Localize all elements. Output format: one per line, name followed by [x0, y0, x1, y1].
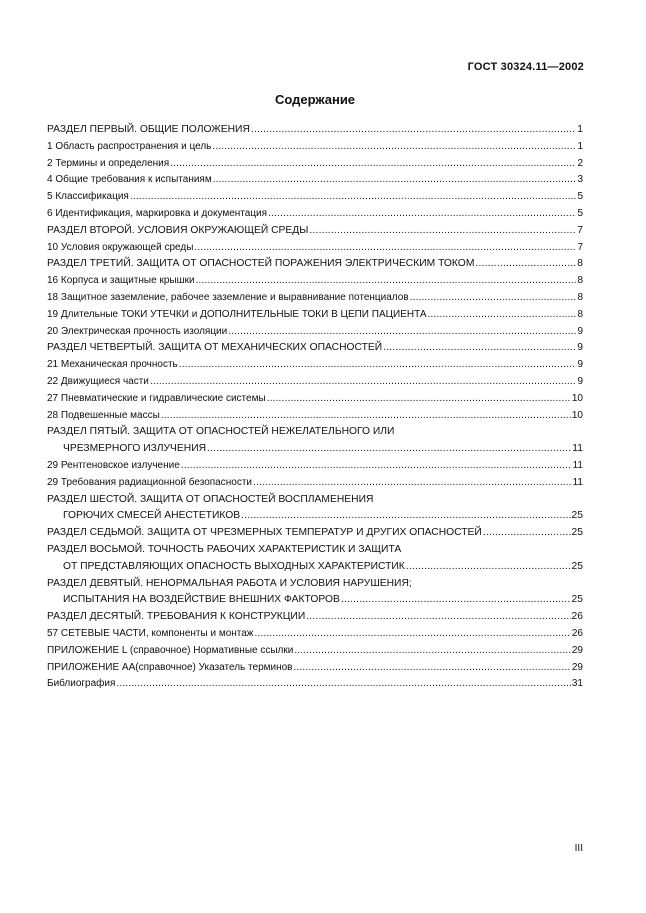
toc-page-number: 11	[572, 476, 583, 488]
toc-dot-leader	[306, 609, 570, 626]
toc-entry-line	[47, 156, 583, 173]
toc-dot-leader	[212, 139, 576, 156]
toc-page-number: 7	[577, 241, 583, 253]
toc-dot-leader	[213, 172, 577, 189]
toc-entry-label: 27 Пневматические и гидравлические системы	[47, 392, 266, 404]
toc-entry-label: РАЗДЕЛ ДЕСЯТЫЙ. ТРЕБОВАНИЯ К КОНСТРУКЦИИ	[47, 611, 306, 623]
toc-entry	[47, 273, 583, 290]
toc-entry-line	[47, 122, 583, 139]
toc-page-number: 25	[571, 527, 583, 539]
toc-entry-line	[47, 643, 583, 660]
toc-section-entry	[47, 609, 583, 626]
toc-entry-label: ИСПЫТАНИЯ НА ВОЗДЕЙСТВИЕ ВНЕШНИХ ФАКТОРОВ	[63, 594, 340, 606]
toc-entry	[47, 290, 583, 307]
toc-entry-label: 1 Область распространения и цель	[47, 140, 212, 152]
toc-entry	[47, 139, 583, 156]
toc-entry-line	[47, 525, 583, 542]
toc-dot-leader	[207, 441, 571, 458]
toc-page-number: 7	[577, 224, 583, 236]
toc-section-entry	[47, 122, 583, 139]
toc-entry-label: 5 Классификация	[47, 191, 129, 203]
toc-section-entry	[47, 424, 583, 458]
toc-dot-leader	[475, 256, 576, 273]
toc-dot-leader	[428, 307, 577, 324]
toc-dot-leader	[410, 290, 577, 307]
toc-entry-line	[47, 307, 583, 324]
toc-page-number: 2	[577, 157, 583, 169]
toc-page-number: 25	[571, 560, 583, 572]
toc-page-number: 26	[571, 611, 583, 623]
toc-entry	[47, 206, 583, 223]
toc-entry-label: 22 Движущиеся части	[47, 375, 149, 387]
toc-section-entry	[47, 340, 583, 357]
toc-page-number: 9	[577, 359, 583, 371]
toc-entry-label: РАЗДЕЛ ЧЕТВЕРТЫЙ. ЗАЩИТА ОТ МЕХАНИЧЕСКИХ ОПАСНОСТЕЙ	[47, 342, 383, 354]
toc-dot-leader	[116, 676, 570, 693]
toc-dot-leader	[253, 475, 572, 492]
toc-entry-line	[47, 576, 583, 593]
toc-dot-leader	[181, 458, 572, 475]
toc-page-number: 5	[577, 207, 583, 219]
toc-entry	[47, 391, 583, 408]
page-number: III	[574, 843, 583, 854]
toc-entry	[47, 626, 583, 643]
toc-entry	[47, 307, 583, 324]
toc-entry-line	[47, 508, 583, 525]
toc-entry-label: 18 Защитное заземление, рабочее заземление и выравнивание потенциалов	[47, 291, 409, 303]
toc-dot-leader	[179, 357, 577, 374]
toc-entry-line	[47, 492, 583, 509]
toc-page-number: 8	[577, 308, 583, 320]
toc-entry	[47, 156, 583, 173]
toc-entry	[47, 660, 583, 677]
toc-entry-label: РАЗДЕЛ ВОСЬМОЙ. ТОЧНОСТЬ РАБОЧИХ ХАРАКТЕРИСТИК И ЗАЩИТА	[47, 543, 402, 555]
toc-section-entry	[47, 525, 583, 542]
toc-entry-line	[47, 609, 583, 626]
toc-page-number: 29	[571, 661, 583, 673]
toc-entry	[47, 324, 583, 341]
toc-entry-line	[47, 458, 583, 475]
toc-entry-label: РАЗДЕЛ ШЕСТОЙ. ЗАЩИТА ОТ ОПАСНОСТЕЙ ВОСПЛАМЕНЕНИЯ	[47, 493, 374, 505]
toc-dot-leader	[130, 189, 577, 206]
toc-dot-leader	[309, 223, 576, 240]
toc-entry-label: ГОРЮЧИХ СМЕСЕЙ АНЕСТЕТИКОВ	[63, 510, 241, 522]
toc-page-number: 31	[571, 678, 583, 690]
toc-page-number: 8	[577, 275, 583, 287]
toc-entry-line	[47, 592, 583, 609]
toc-entry-line	[47, 424, 583, 441]
toc-entry-line	[47, 660, 583, 677]
toc-entry-line	[47, 324, 583, 341]
page-title: Содержание	[274, 92, 356, 107]
toc-section-entry	[47, 223, 583, 240]
toc-dot-leader	[255, 626, 571, 643]
toc-dot-leader	[196, 273, 577, 290]
toc-entry-label: 20 Электрическая прочность изоляции	[47, 325, 228, 337]
toc-entry	[47, 676, 583, 693]
toc-page-number: 10	[571, 392, 583, 404]
toc-entry-label: 57 СЕТЕВЫЕ ЧАСТИ, компоненты и монтаж	[47, 627, 254, 639]
toc-entry-line	[47, 475, 583, 492]
toc-entry-line	[47, 223, 583, 240]
toc-page-number: 1	[577, 140, 583, 152]
toc-entry-line	[47, 256, 583, 273]
toc-dot-leader	[241, 508, 570, 525]
toc-page-number: 8	[577, 258, 583, 270]
toc-entry-label: 29 Требования радиационной безопасности	[47, 476, 252, 488]
toc-dot-leader	[170, 156, 576, 173]
toc-page-number: 1	[577, 124, 583, 135]
toc-entry-line	[47, 273, 583, 290]
toc-entry	[47, 458, 583, 475]
toc-entry	[47, 475, 583, 492]
toc-entry	[47, 172, 583, 189]
toc-entry-label: 4 Общие требования к испытаниям	[47, 174, 212, 186]
toc-entry-line	[47, 441, 583, 458]
toc-dot-leader	[161, 408, 571, 425]
toc-entry-line	[47, 559, 583, 576]
toc-entry-line	[47, 139, 583, 156]
toc-entry-label: РАЗДЕЛ ТРЕТИЙ. ЗАЩИТА ОТ ОПАСНОСТЕЙ ПОРАЖЕНИЯ ЭЛЕКТРИЧЕСКИМ ТОКОМ	[47, 258, 475, 270]
toc-page-number: 25	[571, 510, 583, 522]
toc-entry-line	[47, 408, 583, 425]
toc-dot-leader	[268, 206, 576, 223]
toc-section-entry	[47, 576, 583, 610]
toc-entry-label: 6 Идентификация, маркировка и документация	[47, 207, 268, 219]
table-of-contents	[47, 122, 583, 693]
toc-entry-line	[47, 676, 583, 693]
toc-dot-leader	[228, 324, 576, 341]
toc-section-entry	[47, 542, 583, 576]
toc-entry-label: 28 Подвешенные массы	[47, 409, 160, 421]
toc-entry-label: ПРИЛОЖЕНИЕ АА(справочное) Указатель терминов	[47, 661, 293, 673]
toc-entry	[47, 240, 583, 257]
toc-entry-line	[47, 626, 583, 643]
toc-entry-label: 2 Термины и определения	[47, 157, 170, 169]
toc-entry-label: 19 Длительные ТОКИ УТЕЧКИ и ДОПОЛНИТЕЛЬНЫЕ ТОКИ В ЦЕПИ ПАЦИЕНТА	[47, 308, 427, 320]
toc-dot-leader	[483, 525, 571, 542]
toc-entry	[47, 189, 583, 206]
toc-page-number: 29	[571, 644, 583, 656]
toc-dot-leader	[194, 240, 576, 257]
toc-entry-line	[47, 172, 583, 189]
toc-entry	[47, 374, 583, 391]
toc-entry-line	[47, 240, 583, 257]
toc-page-number: 8	[577, 291, 583, 303]
toc-page-number: 25	[571, 594, 583, 606]
toc-page-number: 9	[577, 325, 583, 337]
toc-entry-line	[47, 206, 583, 223]
toc-entry-line	[47, 391, 583, 408]
toc-dot-leader	[293, 660, 570, 677]
toc-entry	[47, 643, 583, 660]
toc-page-number: 5	[577, 191, 583, 203]
toc-entry-label: ПРИЛОЖЕНИЕ L (справочное) Нормативные ссылки	[47, 644, 294, 656]
toc-page-number: 26	[571, 627, 583, 639]
toc-entry-line	[47, 340, 583, 357]
toc-entry-label: 16 Корпуса и защитные крышки	[47, 275, 195, 287]
toc-page-number: 3	[577, 174, 583, 186]
toc-dot-leader	[406, 559, 571, 576]
toc-entry-label: ОТ ПРЕДСТАВЛЯЮЩИХ ОПАСНОСТЬ ВЫХОДНЫХ ХАРАКТЕРИСТИК	[63, 560, 405, 572]
toc-entry-label: 21 Механическая прочность	[47, 359, 178, 371]
toc-entry	[47, 357, 583, 374]
toc-entry-line	[47, 189, 583, 206]
toc-entry-label: РАЗДЕЛ ПЕРВЫЙ. ОБЩИЕ ПОЛОЖЕНИЯ	[47, 124, 250, 135]
toc-page-number: 11	[572, 459, 583, 471]
toc-section-entry	[47, 256, 583, 273]
toc-dot-leader	[383, 340, 576, 357]
document-code: ГОСТ 30324.11—2002	[467, 61, 584, 73]
toc-entry-line	[47, 357, 583, 374]
toc-entry-label: 29 Рентгеновское излучение	[47, 459, 180, 471]
toc-dot-leader	[294, 643, 571, 660]
toc-entry-label: Библиография	[47, 678, 116, 690]
toc-page-number: 9	[577, 342, 583, 354]
toc-dot-leader	[341, 592, 571, 609]
toc-section-entry	[47, 492, 583, 526]
toc-entry-label: 10 Условия окружающей среды	[47, 241, 194, 253]
toc-dot-leader	[251, 122, 576, 139]
toc-page-number: 10	[571, 409, 583, 421]
toc-entry-line	[47, 542, 583, 559]
toc-dot-leader	[267, 391, 571, 408]
toc-entry-line	[47, 290, 583, 307]
toc-entry	[47, 408, 583, 425]
toc-entry-line	[47, 374, 583, 391]
toc-entry-label: РАЗДЕЛ ПЯТЫЙ. ЗАЩИТА ОТ ОПАСНОСТЕЙ НЕЖЕЛАТЕЛЬНОГО ИЛИ	[47, 426, 395, 438]
toc-page-number: 9	[577, 375, 583, 387]
toc-entry-label: ЧРЕЗМЕРНОГО ИЗЛУЧЕНИЯ	[63, 443, 207, 455]
toc-page-number: 11	[572, 443, 583, 455]
toc-entry-label: РАЗДЕЛ ДЕВЯТЫЙ. НЕНОРМАЛЬНАЯ РАБОТА И УСЛОВИЯ НАРУШЕНИЯ;	[47, 577, 412, 589]
toc-entry-label: РАЗДЕЛ ВТОРОЙ. УСЛОВИЯ ОКРУЖАЮЩЕЙ СРЕДЫ	[47, 224, 309, 236]
toc-entry-label: РАЗДЕЛ СЕДЬМОЙ. ЗАЩИТА ОТ ЧРЕЗМЕРНЫХ ТЕМПЕРАТУР И ДРУГИХ ОПАСНОСТЕЙ	[47, 527, 482, 539]
toc-dot-leader	[150, 374, 577, 391]
